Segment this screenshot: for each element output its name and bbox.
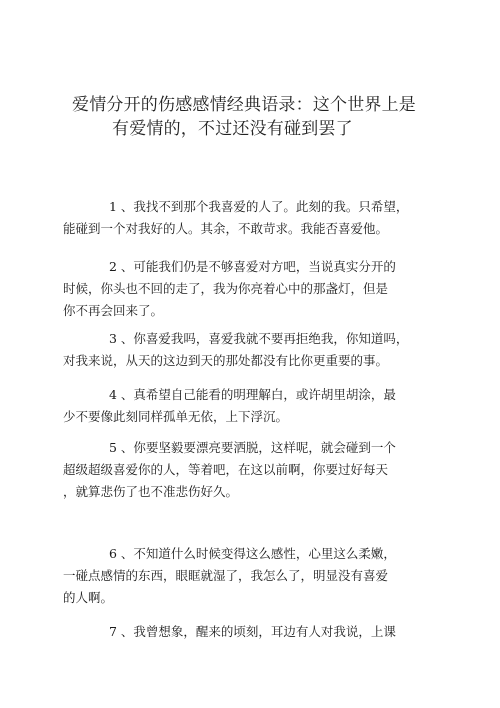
paragraph-line: 超级超级喜爱你的人，等着吧，在这以前啊，你要过好每天 xyxy=(63,462,389,477)
paragraph-line: 一碰点感情的东西，眼眶就湿了，我怎么了，明显没有喜爱 xyxy=(63,568,389,583)
paragraph-line: 对我来说，从天的这边到天的那处都没有比你更重要的事。 xyxy=(63,353,389,368)
quote-paragraph-3 xyxy=(63,328,409,372)
title-line-1: 爱情分开的伤感感情经典语录：这个世界上是 xyxy=(72,95,416,115)
quote-paragraph-4 xyxy=(63,384,403,428)
paragraph-line: ，就算悲伤了也不准悲伤好久。 xyxy=(63,484,239,499)
quote-paragraph-6 xyxy=(63,543,403,609)
quote-paragraph-2 xyxy=(63,256,403,322)
title-line-2: 有爱情的，不过还没有碰到罢了 xyxy=(112,119,353,139)
paragraph-line: 1 、我找不到那个我喜爱的人了。此刻的我。只希望， xyxy=(109,199,409,214)
document-title xyxy=(72,93,442,141)
quote-paragraph-5 xyxy=(63,437,403,503)
paragraph-line: 7 、我曾想象，醒来的顷刻，耳边有人对我说，上课 xyxy=(109,624,396,639)
paragraph-line: 5 、你要坚毅要漂亮要洒脱，这样呢，就会碰到一个 xyxy=(109,440,396,455)
paragraph-line: 4 、真希望自己能看的明理解白，或许胡里胡涂，最 xyxy=(109,387,396,402)
paragraph-line: 少不要像此刻同样孤单无依，上下浮沉。 xyxy=(63,409,289,424)
quote-paragraph-7 xyxy=(63,621,403,643)
paragraph-line: 你不再会回来了。 xyxy=(63,303,164,318)
paragraph-line: 的人啊。 xyxy=(63,590,114,605)
paragraph-line: 2 、可能我们仍是不够喜爱对方吧，当说真实分开的 xyxy=(109,259,396,274)
paragraph-line: 6 、不知道什么时候变得这么感性，心里这么柔嫩， xyxy=(109,546,396,561)
paragraph-line: 能碰到一个对我好的人。其余，不敢苛求。我能否喜爱他。 xyxy=(63,221,389,236)
quote-paragraph-1 xyxy=(63,196,409,240)
paragraph-line: 3 、你喜爱我吗，喜爱我就不要再拒绝我，你知道吗， xyxy=(109,331,409,346)
paragraph-line: 时候，你头也不回的走了，我为你亮着心中的那盏灯，但是 xyxy=(63,281,389,296)
